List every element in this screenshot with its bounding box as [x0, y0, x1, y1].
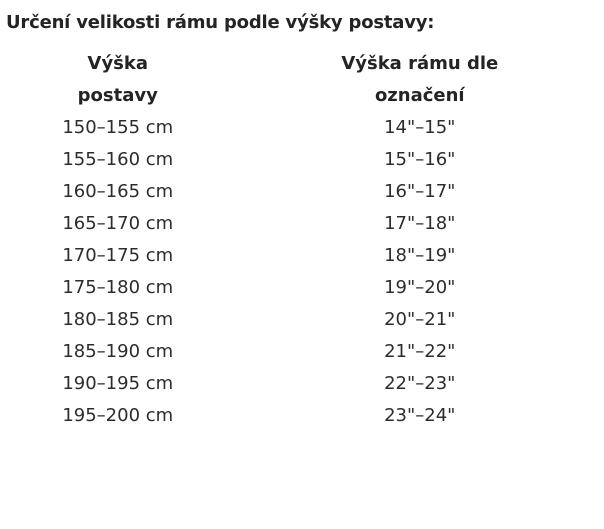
cell-frame-size: 21"–22": [384, 341, 456, 362]
table-row: [0, 272, 604, 304]
table-body: [0, 112, 604, 432]
table-row: [0, 368, 604, 400]
cell-body-height: 160–165 cm: [62, 181, 174, 202]
cell-body-height: 155–160 cm: [62, 149, 174, 170]
table-row: [0, 240, 604, 272]
column-header-body-height-line-1: Výška: [87, 53, 149, 74]
frame-size-table: [0, 48, 604, 432]
table-row: [0, 304, 604, 336]
table-row: [0, 400, 604, 432]
cell-frame-size: 17"–18": [384, 213, 456, 234]
cell-frame-size: 14"–15": [384, 117, 456, 138]
cell-frame-size: 19"–20": [384, 277, 456, 298]
column-header-frame-size-line-2: označení: [374, 85, 465, 106]
cell-body-height: 190–195 cm: [62, 373, 174, 394]
cell-frame-size: 18"–19": [384, 245, 456, 266]
column-header-frame-size-line-1: Výška rámu dle: [341, 53, 499, 74]
table-row: [0, 208, 604, 240]
page-title: Určení velikosti rámu podle výšky postavy:: [6, 12, 435, 33]
cell-body-height: 165–170 cm: [62, 213, 174, 234]
column-header-body-height: [0, 48, 236, 112]
cell-frame-size: 20"–21": [384, 309, 456, 330]
cell-body-height: 195–200 cm: [62, 405, 174, 426]
cell-frame-size: 15"–16": [384, 149, 456, 170]
table-row: [0, 144, 604, 176]
column-header-body-height-line-2: postavy: [77, 85, 158, 106]
cell-body-height: 170–175 cm: [62, 245, 174, 266]
cell-body-height: 185–190 cm: [62, 341, 174, 362]
cell-body-height: 175–180 cm: [62, 277, 174, 298]
cell-frame-size: 16"–17": [384, 181, 456, 202]
cell-frame-size: 23"–24": [384, 405, 456, 426]
cell-body-height: 150–155 cm: [62, 117, 174, 138]
table-header-row: [0, 48, 604, 112]
table-row: [0, 176, 604, 208]
table-header: [0, 48, 604, 112]
cell-body-height: 180–185 cm: [62, 309, 174, 330]
cell-frame-size: 22"–23": [384, 373, 456, 394]
table-row: [0, 336, 604, 368]
column-header-frame-size: [236, 48, 604, 112]
table-row: [0, 112, 604, 144]
